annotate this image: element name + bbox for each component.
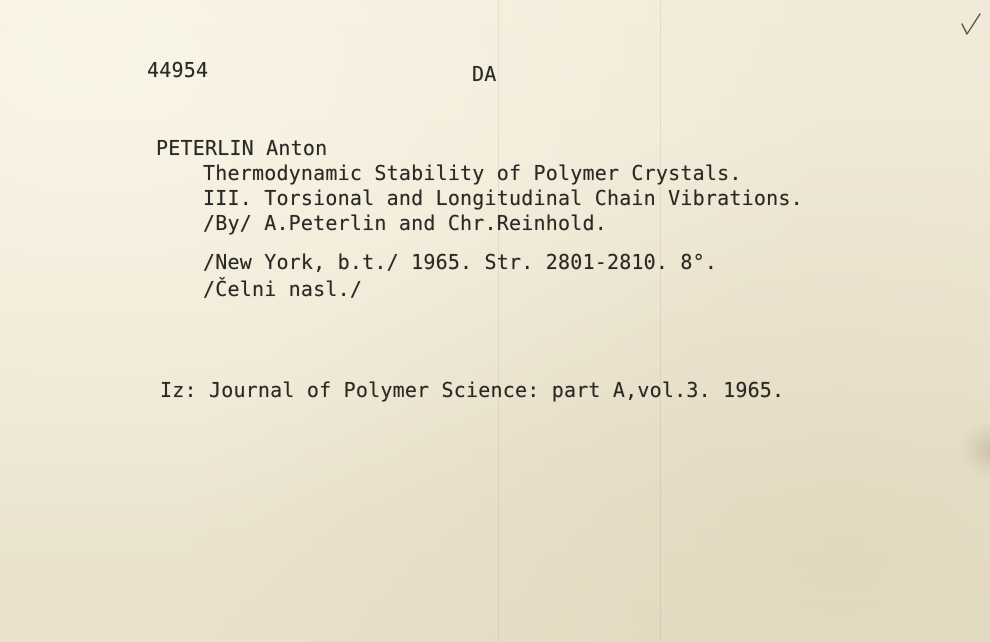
title-line-2: III. Torsional and Longitudinal Chain Vibrations. <box>203 186 803 210</box>
source-line: Iz: Journal of Polymer Science: part A,vol.3. 1965. <box>160 378 785 402</box>
author-heading: PETERLIN Anton <box>156 136 328 160</box>
check-mark-icon <box>960 12 982 36</box>
paper-crease <box>660 0 661 642</box>
card-code: DA <box>472 62 497 86</box>
paper-crease <box>498 0 499 642</box>
card-number: 44954 <box>147 58 209 82</box>
title-line-1: Thermodynamic Stability of Polymer Crystals. <box>203 161 742 185</box>
imprint-line: /New York, b.t./ 1965. Str. 2801-2810. 8°. <box>203 250 718 274</box>
responsibility-line: /By/ A.Peterlin and Chr.Reinhold. <box>203 211 607 235</box>
paper-stain <box>960 420 990 480</box>
note-line: /Čelni nasl./ <box>203 277 363 301</box>
